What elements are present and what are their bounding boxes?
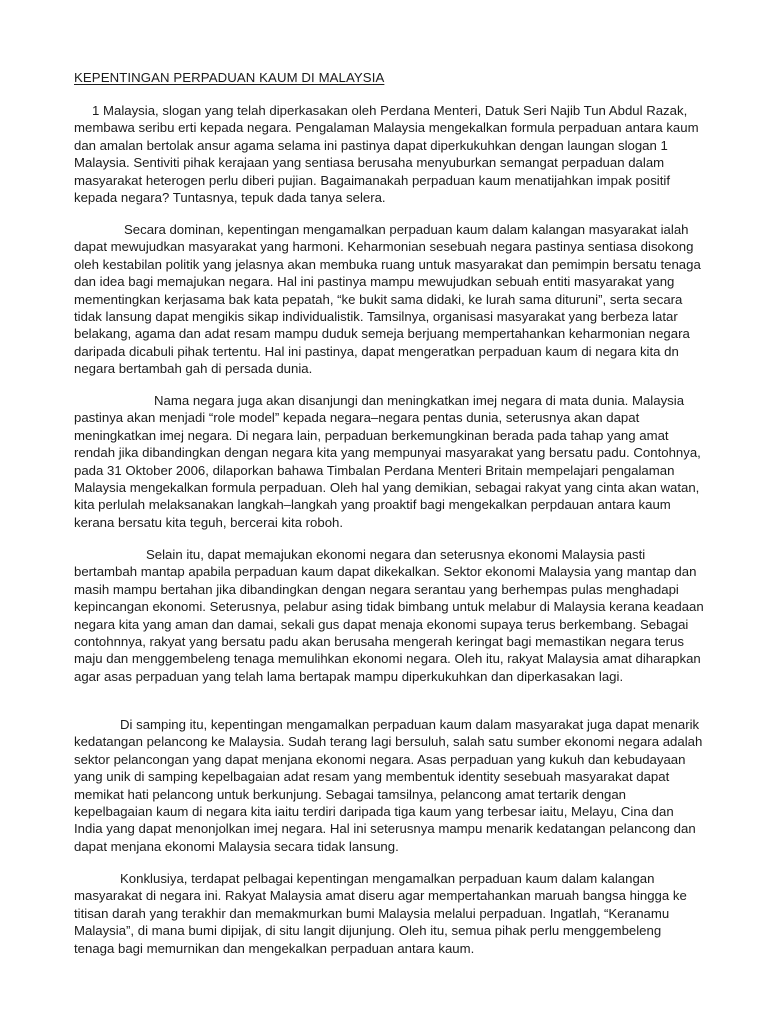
paragraph-harmony: Secara dominan, kepentingan mengamalkan perpaduan kaum dalam kalangan masyarakat ialah dapat mewujudkan masyarakat yang harmoni. Keharmonian sesebuah negara pastinya sentiasa disokong oleh kestabilan politik yang jelasnya akan membuka ruang untuk masyarakat dan pemimpin bersatu tenaga dan idea bagi memajukan negara. Hal ini pastinya mampu mewujudkan sebuah entiti masyarakat yang mementingkan kerjasama bak kata pepatah, “ke bukit sama didaki, ke lurah sama dituruni”, serta secara tidak lansung dapat mengikis sikap individualistik. Tamsilnya, organisasi masyarakat yang berbeza latar belakang, agama dan adat resam mampu duduk semeja berjuang mempertahankan keharmonian negara daripada dicabuli pihak tertentu. Hal ini pastinya, dapat mengeratkan perpaduan kaum di negara kita dn negara bertambah gah di persada dunia.: [74, 222, 701, 377]
paragraph-introduction: 1 Malaysia, slogan yang telah diperkasakan oleh Perdana Menteri, Datuk Seri Najib Tun Abdul Razak, membawa seribu erti kepada negara. Pengalaman Malaysia mengekalkan formula perpaduan antara kaum dan amalan bertolak ansur agama selama ini pastinya dapat diperkukuhkan dengan laungan slogan 1 Malaysia. Sentiviti pihak kerajaan yang sentiasa berusaha menyuburkan semangat perpaduan dalam masyarakat heterogen perlu diberi pujian. Bagaimanakah perpaduan kaum menatijahkan impak positif kepada negara? Tuntasnya, tepuk dada tanya selera.: [74, 103, 699, 206]
paragraph-economy: Selain itu, dapat memajukan ekonomi negara dan seterusnya ekonomi Malaysia pasti bertambah mantap apabila perpaduan kaum dapat dikekalkan. Sektor ekonomi Malaysia yang mantap dan masih mampu bertahan jika dibandingkan dengan negara serantau yang berhempas pulas menghadapi kepincangan ekonomi. Seterusnya, pelabur asing tidak bimbang untuk melabur di Malaysia kerana keadaan negara kita yang aman dan damai, sekali gus dapat menaja ekonomi supaya terus berkembang. Sebagai contohnnya, rakyat yang bersatu padu akan berusaha mengerah keringat bagi memastikan negara terus maju dan menggembeleng tenaga memulihkan ekonomi negara. Oleh itu, rakyat Malaysia amat diharapkan agar asas perpaduan yang telah lama bertapak mampu diperkukuhkan dan diperkasakan lagi.: [74, 547, 704, 684]
paragraph-tourism: Di samping itu, kepentingan mengamalkan perpaduan kaum dalam masyarakat juga dapat menarik kedatangan pelancong ke Malaysia. Sudah terang lagi bersuluh, salah satu sumber ekonomi negara adalah sektor pelancongan yang dapat menjana ekonomi negara. Asas perpaduan yang kukuh dan kebudayaan yang unik di samping kepelbagaian adat resam yang membentuk identity sesebuah masyarakat dapat memikat hati pelancong untuk berkunjung. Sebagai tamsilnya, pelancong amat tertarik dengan kepelbagaian kaum di negara kita iaitu terdiri daripada tiga kaum yang terbesar iaitu, Melayu, Cina dan India yang dapat menonjolkan imej negara. Hal ini seterusnya mampu menarik kedatangan pelancong dan dapat menjana ekonomi Malaysia secara tidak lansung.: [74, 717, 703, 854]
paragraph-conclusion: Konklusiya, terdapat pelbagai kepentingan mengamalkan perpaduan kaum dalam kalangan masyarakat di negara ini. Rakyat Malaysia amat diseru agar mempertahankan maruah bangsa hingga ke titisan darah yang terakhir dan memakmurkan bumi Malaysia melalui perpaduan. Ingatlah, “Keranamu Malaysia”, di mana bumi dipijak, di situ langit dijunjung. Oleh itu, semua pihak perlu menggembeleng tenaga bagi memurnikan dan mengekalkan perpaduan antara kaum.: [74, 871, 687, 956]
paragraph-national-image: Nama negara juga akan disanjungi dan meningkatkan imej negara di mata dunia. Malaysia pastinya akan menjadi “role model” kepada negara–negara pentas dunia, seterusnya akan dapat meningkatkan imej negara. Di negara lain, perpaduan berkemungkinan berada pada tahap yang amat rendah jika dibandingkan dengan negara kita yang mempunyai masyarakat yang bersatu padu. Contohnya, pada 31 Oktober 2006, dilaporkan bahawa Timbalan Perdana Menteri Britain mempelajari pengalaman Malaysia mengekalkan formula perpaduan. Oleh hal yang demikian, sebagai rakyat yang cinta akan watan, kita perlulah melaksanakan langkah–langkah yang proaktif bagi mengekalkan perpdauan antara kaum kerana bersatu kita teguh, bercerai kita roboh.: [74, 393, 701, 530]
document-title: KEPENTINGAN PERPADUAN KAUM DI MALAYSIA: [74, 70, 385, 85]
